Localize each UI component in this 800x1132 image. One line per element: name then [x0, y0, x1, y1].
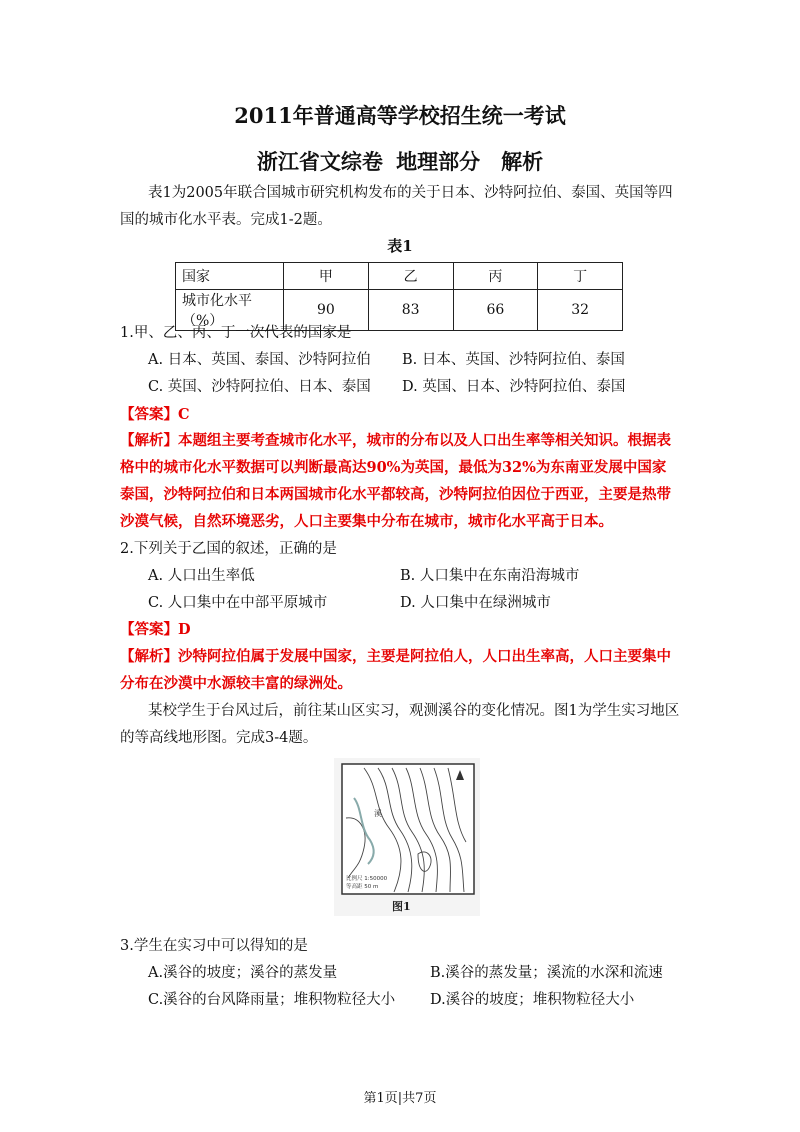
intro-paragraph: 表1为2005年联合国城市研究机构发布的关于日本、沙特阿拉伯、泰国、英国等四国的城市化水平表。完成1-2题。 [120, 185, 673, 228]
table-cell: 城市化水平（%） [176, 290, 284, 331]
answer-value: D [178, 621, 191, 638]
page-footer: 第1页|共7页 [363, 1091, 437, 1106]
analysis-label: 【解析】 [120, 648, 178, 665]
map-scale-label: 比例尺 1:50000 [346, 876, 388, 882]
analysis-label: 【解析】 [120, 432, 178, 449]
table-cell: 32 [538, 290, 623, 331]
table-cell: 83 [368, 290, 453, 331]
table-cell: 90 [284, 290, 369, 331]
table-header-cell: 国家 [176, 263, 284, 290]
question-2-stem: 2.下列关于乙国的叙述，正确的是 [120, 541, 337, 557]
q1-option-b: B. 日本、英国、沙特阿拉伯、泰国 [402, 352, 625, 368]
table-caption: 表1 [387, 237, 413, 255]
q1-answer [120, 403, 190, 424]
q1-option-c: C. 英国、沙特阿拉伯、日本、泰国 [148, 379, 371, 395]
q2-answer [120, 618, 191, 639]
table-header-cell: 丙 [453, 263, 538, 290]
map-interval-label: 等高距 50 m [346, 884, 379, 890]
contour-map-figure [334, 758, 480, 916]
table-cell: 66 [453, 290, 538, 331]
q1-option-a: A. 日本、英国、泰国、沙特阿拉伯 [148, 352, 371, 368]
q2-option-b: B. 人口集中在东南沿海城市 [400, 568, 580, 584]
map-frame [342, 764, 474, 894]
q2-option-a: A. 人口出生率低 [148, 568, 255, 584]
analysis-text: 本题组主要考查城市化水平，城市的分布以及人口出生率等相关知识。根据表格中的城市化水平数据可以判断最高达90%为英国，最低为32%为东南亚发展中国家泰国，沙特阿拉伯和日本两国城市化水平都较高，沙特阿拉伯因位于西亚，主要是热带沙漠气候，自然环境恶劣，人口主要集中分布在城市，城市化水平高于日本。 [120, 432, 671, 530]
q1-option-d: D. 英国、日本、沙特阿拉伯、泰国 [402, 379, 626, 395]
table-header-cell: 甲 [284, 263, 369, 290]
q1-analysis [120, 427, 680, 535]
q2-option-d: D. 人口集中在绿洲城市 [400, 595, 551, 611]
table-header-cell: 丁 [538, 263, 623, 290]
map-place-label: 溪 [374, 809, 382, 818]
q3-option-c: C.溪谷的台风降雨量；堆积物粒径大小 [148, 992, 396, 1008]
q2-option-c: C. 人口集中在中部平原城市 [148, 595, 328, 611]
q3-option-d: D.溪谷的坡度；堆积物粒径大小 [430, 992, 635, 1008]
q3-option-a: A.溪谷的坡度；溪谷的蒸发量 [148, 965, 338, 981]
table-header-row [176, 263, 623, 290]
table-header-cell: 乙 [368, 263, 453, 290]
intro2-paragraph: 某校学生于台风过后，前往某山区实习，观测溪谷的变化情况。图1为学生实习地区的等高线地形图。完成3-4题。 [120, 703, 680, 746]
question-1-stem: 1.甲、乙、丙、丁一次代表的国家是 [120, 325, 352, 341]
q3-option-b: B.溪谷的蒸发量；溪流的水深和流速 [430, 965, 663, 981]
document-title: 2011年普通高等学校招生统一考试 [234, 103, 566, 128]
answer-label: 【答案】 [120, 406, 178, 423]
document-subtitle: 浙江省文综卷 地理部分 解析 [256, 149, 544, 174]
q2-analysis [120, 643, 680, 697]
answer-label: 【答案】 [120, 621, 178, 638]
contour-map-image [334, 758, 480, 916]
answer-value: C [178, 406, 190, 423]
figure-caption: 图1 [392, 900, 411, 913]
analysis-text: 沙特阿拉伯属于发展中国家，主要是阿拉伯人，人口出生率高，人口主要集中分布在沙漠中水源较丰富的绿洲处。 [120, 648, 671, 692]
question-3-stem: 3.学生在实习中可以得知的是 [120, 938, 308, 954]
